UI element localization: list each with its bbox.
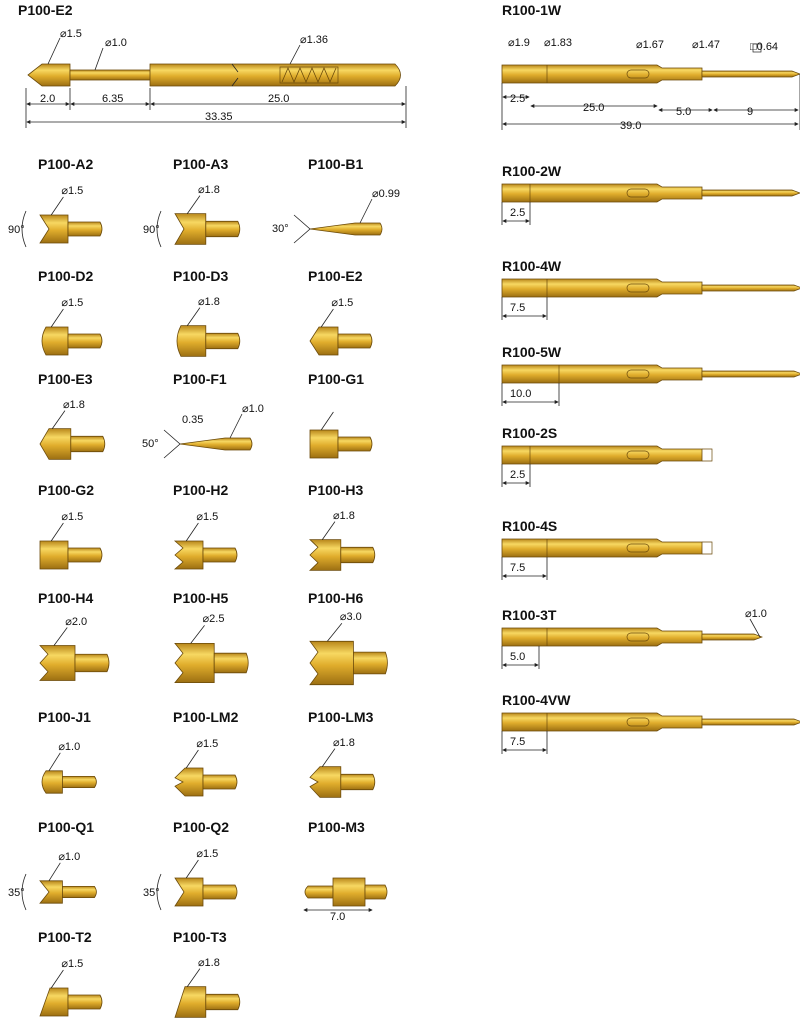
tip-shaft [203,885,237,899]
tip-p100-lm2 [175,750,237,796]
tip-diameter: ⌀1.5 [61,511,84,523]
tip-title: P100-M3 [308,819,365,835]
leader-line [54,628,67,646]
r1w-d2: ⌀1.83 [544,37,573,49]
tip-head [310,430,338,458]
receptacle-length: 7.5 [510,562,526,574]
tip-subdim: 0.35 [182,414,204,426]
receptacle-length: 2.5 [510,207,526,219]
needle-tip [180,438,252,450]
tip-angle: 30° [272,223,289,235]
tip-title: P100-H2 [173,482,229,498]
tip-head [175,214,206,245]
tip-angle: 50° [142,438,159,450]
receptacle-body [502,713,702,731]
tip-p100-a3 [157,196,240,247]
tip-title: P100-D3 [173,268,229,284]
receptacle-length: 7.5 [510,736,526,748]
tip-title: P100-J1 [38,709,91,725]
top-probe-total-length: 33.35 [205,111,233,123]
tip-p100-d3 [177,308,240,357]
tip-shaft [206,994,240,1009]
tip-head [175,768,203,796]
receptacle-body [502,446,702,464]
tip-diameter: ⌀1.0 [58,850,81,863]
tip-p100-q1 [22,863,96,910]
receptacle-r100-1w [502,44,800,130]
leader-line [230,414,242,438]
tip-title: P100-B1 [308,156,364,172]
tip-p100-h5 [175,625,248,682]
tip-head [40,541,68,569]
receptacle-title: R100-3T [502,607,557,623]
top-probe-plunger-length: 6.35 [102,93,124,105]
receptacle-body [502,279,702,297]
leader-line [187,196,200,214]
tip-shaft [68,995,102,1009]
tip-angle: 90° [8,224,25,236]
top-probe-tip-diameter: ⌀1.5 [60,28,82,40]
needle-tip [310,223,382,235]
leader-line [322,749,335,767]
tip-shaft [68,548,102,562]
top-probe-barrel-diameter: ⌀1.36 [300,34,329,46]
receptacle-r100-3t [502,619,762,669]
tip-diameter: ⌀2.5 [202,613,225,626]
tip-head [175,878,203,906]
tip-title: P100-H5 [173,590,229,606]
tip-diameter: ⌀1.5 [61,958,84,970]
tip-p100-h4 [40,628,109,681]
receptacle-tail [702,190,800,196]
receptacle-length: 7.5 [510,302,526,314]
tip-diameter: ⌀1.8 [197,183,220,196]
finger-tips [305,886,333,898]
receptacle-tail [702,285,800,291]
tip-shaft [62,886,96,897]
tip-diameter: ⌀1.8 [332,736,355,749]
tip-diameter: ⌀1.0 [58,740,81,753]
angle-lines [294,215,310,243]
receptacle-title: R100-2S [502,425,558,441]
tip-head [177,326,206,357]
tip-head [42,771,62,793]
tip-title: P100-LM3 [308,709,374,725]
leader-line [51,197,63,215]
receptacle-title: R100-4W [502,258,562,274]
leader-line [187,969,200,987]
tip-diameter: ⌀1.8 [332,509,355,522]
tip-title: P100-G2 [38,482,95,498]
tip-diameter: ⌀1.0 [242,403,264,415]
tip-p100-h2 [175,523,237,569]
tip-shaft [338,437,372,451]
r1w-d1: ⌀1.9 [508,37,530,49]
tip-p100-h3 [310,522,375,571]
tip-title: P100-F1 [173,371,227,387]
tip-diameter: ⌀1.5 [196,848,219,860]
tip-title: P100-T2 [38,929,92,945]
receptacle-body [502,65,702,83]
receptacle-tail [702,719,800,725]
tip-head [175,987,206,1018]
leader-line [327,623,342,641]
tip-angle: 90° [143,224,160,236]
receptacle-body [502,184,702,202]
leader-line [49,753,60,771]
leader-line [49,863,60,881]
r1w-len-c: 5.0 [676,106,692,118]
tip-shaft [68,334,102,348]
leader-line [51,970,63,988]
tip-head [42,327,68,355]
tip-p100-g2 [40,523,102,569]
leader-line [186,750,198,768]
tip-shaft [62,776,96,787]
receptacle-body [502,365,702,383]
receptacle-tail [702,71,800,77]
top-probe-body-diameter: ⌀1.0 [105,37,127,49]
receptacle-r100-2w [502,184,800,225]
tip-head [310,641,353,684]
tip-title: P100-Q2 [173,819,230,835]
receptacle-title: R100-1W [502,2,562,18]
tip-head [175,541,203,569]
r1w-len-b: 25.0 [583,102,605,114]
tip-p100-j1 [42,753,96,793]
tip-title: P100-H3 [308,482,364,498]
r1w-len-a: 2.5 [510,93,526,105]
tip-head [310,767,341,798]
receptacle-r100-2s [502,446,712,487]
receptacle-title: R100-4S [502,518,558,534]
tip-diameter: ⌀1.8 [197,295,220,308]
leader-line [186,860,198,878]
tip-shaft [206,221,240,236]
leader-line [187,308,200,326]
tip-p100-d2 [42,309,102,355]
receptacle-title: R100-2W [502,163,562,179]
tip-diameter: ⌀1.8 [62,398,85,411]
tip-title: P100-A3 [173,156,229,172]
tip-shaft [75,654,109,672]
r1w-square: □0.64 [750,41,779,53]
tip-shaft [203,775,237,789]
tip-title: P100-E3 [38,371,93,387]
tip-head [40,646,75,681]
top-probe-title: P100-E2 [18,2,73,18]
tip-p100-m3 [304,878,387,910]
tip-p100-lm3 [310,749,375,798]
leader-line [321,309,333,327]
tip-p100-e3 [40,411,105,460]
tip-drawings [22,196,387,1018]
tip-head [40,215,68,243]
tip-head [310,327,338,355]
receptacle-r100-4w [502,279,800,320]
receptacle-end [702,542,712,554]
leader-line [360,199,372,223]
leader-line [186,523,198,541]
r1w-len-total: 39.0 [620,120,642,132]
tip-shaft [203,548,237,562]
tip-diameter: ⌀3.0 [339,611,362,624]
tip-title: P100-LM2 [173,709,239,725]
leader-line [52,411,65,429]
receptacle-r100-4s [502,539,712,580]
tip-title: P100-E2 [308,268,363,284]
tip-p100-h6 [310,623,387,684]
tip-diameter: ⌀1.5 [331,297,354,309]
tip-title: P100-G1 [308,371,365,387]
tip-shaft [206,333,240,348]
tip-title: P100-H4 [38,590,94,606]
tip-head [40,988,68,1016]
leader-line [321,412,333,430]
tip-subdim: 7.0 [330,911,346,923]
tip-head [310,540,341,571]
leader-line [191,625,205,643]
tip-angle: 35° [143,887,160,899]
tip-title: P100-A2 [38,156,94,172]
tip-shaft [365,885,387,899]
receptacle-diameter: ⌀1.0 [745,608,767,620]
tip-shaft [353,652,387,674]
receptacle-length: 2.5 [510,469,526,481]
top-probe-barrel-length: 25.0 [268,93,290,105]
leader-line [51,523,63,541]
tip-angle: 35° [8,887,25,899]
tip-shaft [71,436,105,451]
r1w-d3: ⌀1.67 [636,39,665,51]
receptacle-r100-4vw [502,713,800,754]
tip-head [40,881,62,903]
tip-shaft [341,774,375,789]
receptacle-drawings [502,44,800,754]
tip-shaft [68,222,102,236]
receptacle-r100-5w [502,365,800,406]
top-probe-tip-length: 2.0 [40,93,56,105]
tip-title: P100-D2 [38,268,94,284]
receptacle-end [702,449,712,461]
tip-title: P100-Q1 [38,819,95,835]
tip-title: P100-H6 [308,590,364,606]
angle-lines [164,430,180,458]
receptacle-body [502,539,702,557]
receptacle-tail [702,634,762,640]
tip-p100-f1 [164,414,252,458]
tip-shaft [341,547,375,562]
tip-diameter: ⌀1.5 [61,297,84,309]
tip-diameter: ⌀1.5 [61,185,84,197]
tip-p100-e2 [310,309,372,355]
receptacle-tail [702,371,800,377]
tip-p100-b1 [294,199,382,243]
tip-diameter: ⌀1.5 [196,511,219,523]
r1w-d4: ⌀1.47 [692,39,721,51]
tip-head [333,878,365,906]
receptacle-body [502,628,702,646]
leader-line [322,522,335,540]
tip-p100-a2 [22,197,102,247]
r1w-len-d: 9 [747,106,754,118]
tip-shaft [338,334,372,348]
leader-line [51,309,63,327]
receptacle-length: 10.0 [510,388,532,400]
receptacle-title: R100-4VW [502,692,571,708]
tip-head [40,429,71,460]
tip-diameter: ⌀0.99 [372,188,401,200]
tip-p100-g1 [310,412,372,458]
tip-diameter: ⌀1.5 [196,738,219,750]
tip-diameter: ⌀2.0 [65,615,88,628]
receptacle-length: 5.0 [510,651,526,663]
tip-p100-q2 [157,860,237,910]
tip-p100-t2 [40,970,102,1016]
tip-diameter: ⌀1.8 [197,956,220,969]
tip-p100-t3 [175,969,240,1018]
tip-head [175,643,214,682]
tip-shaft [214,653,248,673]
receptacle-title: R100-5W [502,344,562,360]
tip-title: P100-T3 [173,929,227,945]
